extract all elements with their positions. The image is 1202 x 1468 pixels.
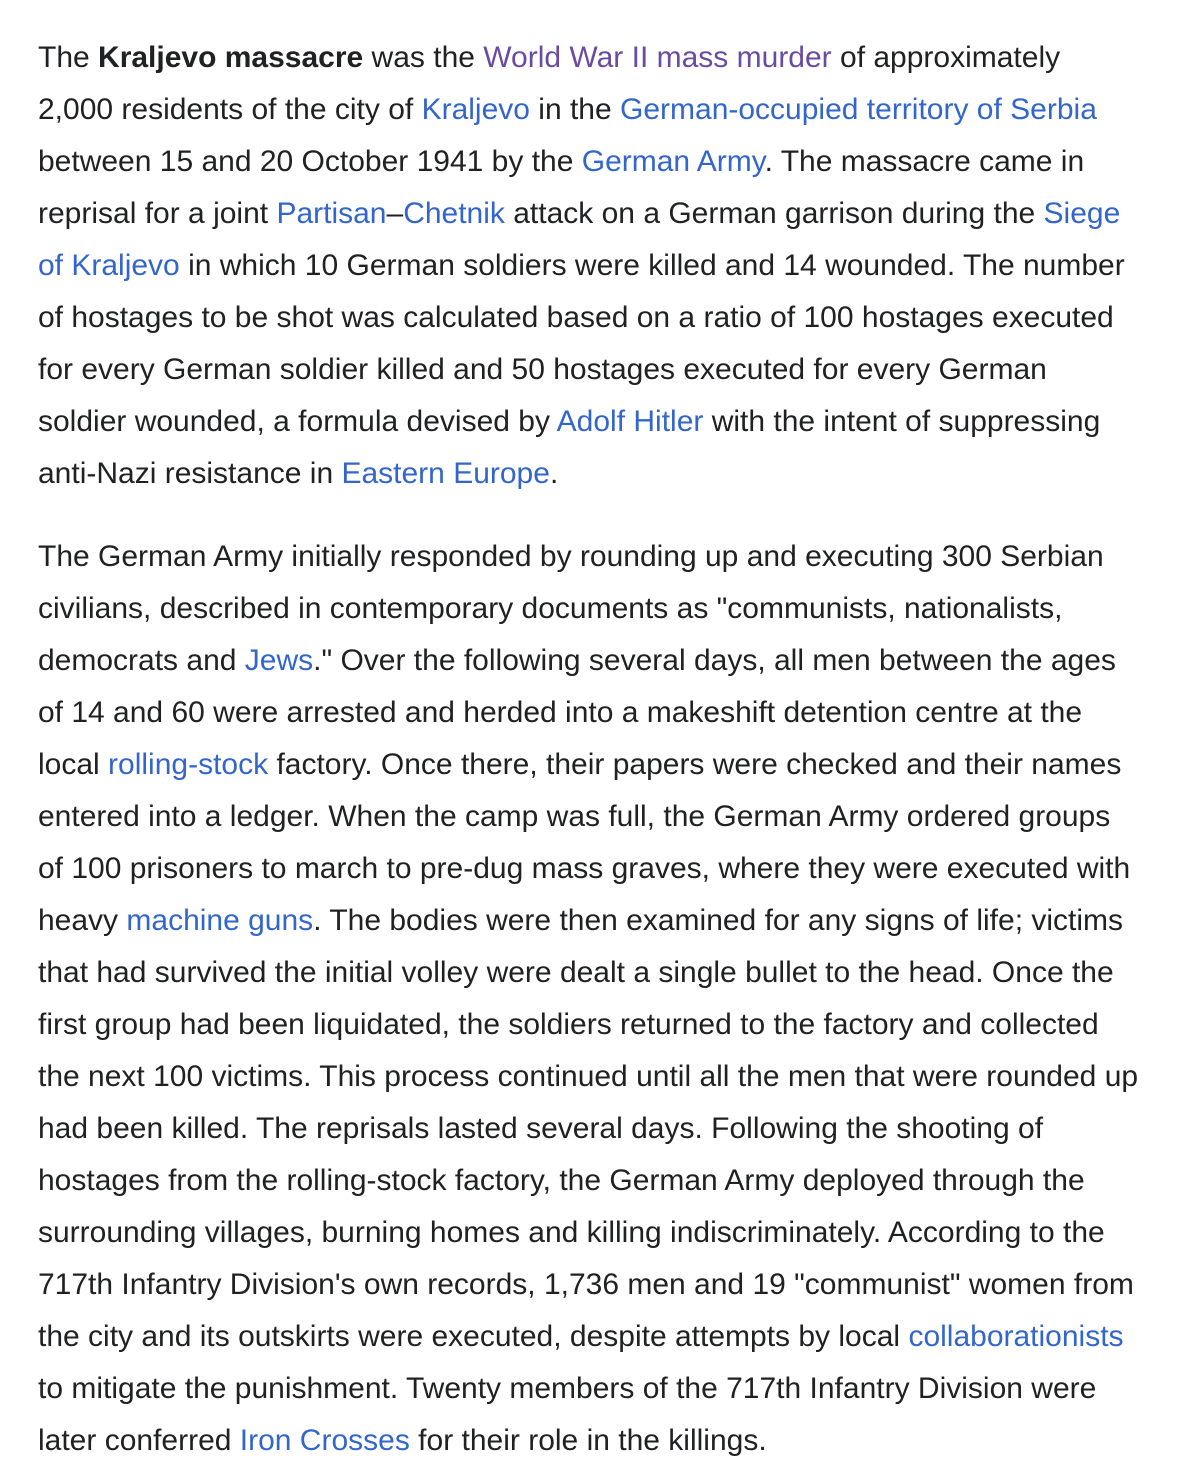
text-run: was the: [363, 41, 484, 74]
text-run: attack on a German garrison during the: [504, 197, 1044, 230]
link-siege-of-kraljevo[interactable]: of Kraljevo: [38, 249, 180, 282]
text-run: The: [38, 41, 99, 74]
text-line: civilians, described in contemporary documents as "communists, nationalists,: [38, 592, 1063, 625]
text-line: [38, 635, 1202, 687]
text-run: between 15 and 20 October 1941 by the: [38, 145, 582, 178]
text-line: had been killed. The reprisals lasted several days. Following the shooting of: [38, 1112, 1044, 1145]
text-line: of 14 and 60 were arrested and herded into a makeshift detention centre at the: [38, 696, 1083, 729]
link-rolling-stock[interactable]: rolling-stock: [108, 748, 269, 781]
text-line: that had survived the initial volley were dealt a single bullet to the head. Once the: [38, 956, 1114, 989]
text-run: for their role in the killings.: [409, 1424, 767, 1457]
text-line: [38, 1311, 1202, 1363]
text-run: in which 10 German soldiers were killed and 14 wounded. The number: [179, 249, 1125, 282]
text-run: anti-Nazi resistance in: [38, 457, 342, 490]
link-eastern-europe[interactable]: Eastern Europe: [341, 457, 550, 490]
text-run: –: [386, 197, 404, 230]
link-partisan[interactable]: Partisan: [276, 197, 387, 230]
text-run: . The massacre came in: [764, 145, 1085, 178]
text-line: surrounding villages, burning homes and killing indiscriminately. According to the: [38, 1216, 1105, 1249]
link-german-occupied-territory[interactable]: German-occupied territory of Serbia: [620, 93, 1097, 126]
text-run: the city and its outskirts were executed, despite attempts by local: [38, 1320, 909, 1353]
paragraph-massacre: [38, 531, 1202, 1467]
text-run: soldier wounded, a formula devised by: [38, 405, 557, 438]
text-run: 2,000 residents of the city of: [38, 93, 422, 126]
text-run: ." Over the following several days, all men between the ages: [313, 644, 1116, 677]
text-run: democrats and: [38, 644, 245, 677]
link-chetnik[interactable]: Chetnik: [403, 197, 505, 230]
text-line: 717th Infantry Division's own records, 1,736 men and 19 "communist" women from: [38, 1268, 1134, 1301]
text-line: [38, 448, 1202, 500]
text-run: of approximately: [831, 41, 1061, 74]
text-line: [38, 136, 1202, 188]
text-run: local: [38, 748, 109, 781]
link-adolf-hitler[interactable]: Adolf Hitler: [556, 405, 704, 438]
link-siege-of-kraljevo[interactable]: Siege: [1043, 197, 1121, 230]
text-line: for every German soldier killed and 50 hostages executed for every German: [38, 353, 1047, 386]
text-line: of 100 prisoners to march to pre-dug mass graves, where they were executed with: [38, 852, 1131, 885]
text-run: heavy: [38, 904, 127, 937]
text-run: with the intent of suppressing: [703, 405, 1101, 438]
link-collaborationists[interactable]: collaborationists: [908, 1320, 1124, 1353]
text-line: The German Army initially responded by rounding up and executing 300 Serbian: [38, 540, 1104, 573]
text-line: [38, 84, 1202, 136]
text-line: [38, 396, 1202, 448]
text-run: reprisal for a joint: [38, 197, 277, 230]
text-run: in the: [529, 93, 621, 126]
text-line: [38, 739, 1202, 791]
text-line: to mitigate the punishment. Twenty members of the 717th Infantry Division were: [38, 1372, 1097, 1405]
text-line: [38, 188, 1202, 240]
text-line: [38, 895, 1202, 947]
link-kraljevo[interactable]: Kraljevo: [421, 93, 530, 126]
link-german-army[interactable]: German Army: [581, 145, 765, 178]
text-line: [38, 1415, 1202, 1467]
text-run: . The bodies were then examined for any signs of life; victims: [313, 904, 1124, 937]
text-line: of hostages to be shot was calculated based on a ratio of 100 hostages executed: [38, 301, 1114, 334]
article-title-bold: Kraljevo massacre: [98, 41, 364, 74]
text-line: hostages from the rolling-stock factory, the German Army deployed through the: [38, 1164, 1085, 1197]
text-run: .: [549, 457, 559, 490]
text-line: [38, 32, 1202, 84]
text-line: entered into a ledger. When the camp was full, the German Army ordered groups: [38, 800, 1111, 833]
text-line: the next 100 victims. This process continued until all the men that were rounded up: [38, 1060, 1139, 1093]
link-world-war-ii-mass-murder[interactable]: World War II mass murder: [483, 41, 832, 74]
text-run: later conferred: [38, 1424, 240, 1457]
link-machine-guns[interactable]: machine guns: [126, 904, 314, 937]
text-run: factory. Once there, their papers were checked and their names: [268, 748, 1122, 781]
link-jews[interactable]: Jews: [244, 644, 314, 677]
paragraph-intro: [38, 32, 1202, 500]
text-line: [38, 240, 1202, 292]
text-line: first group had been liquidated, the soldiers returned to the factory and collected: [38, 1008, 1099, 1041]
article-body: [38, 32, 1202, 1467]
link-iron-crosses[interactable]: Iron Crosses: [239, 1424, 410, 1457]
